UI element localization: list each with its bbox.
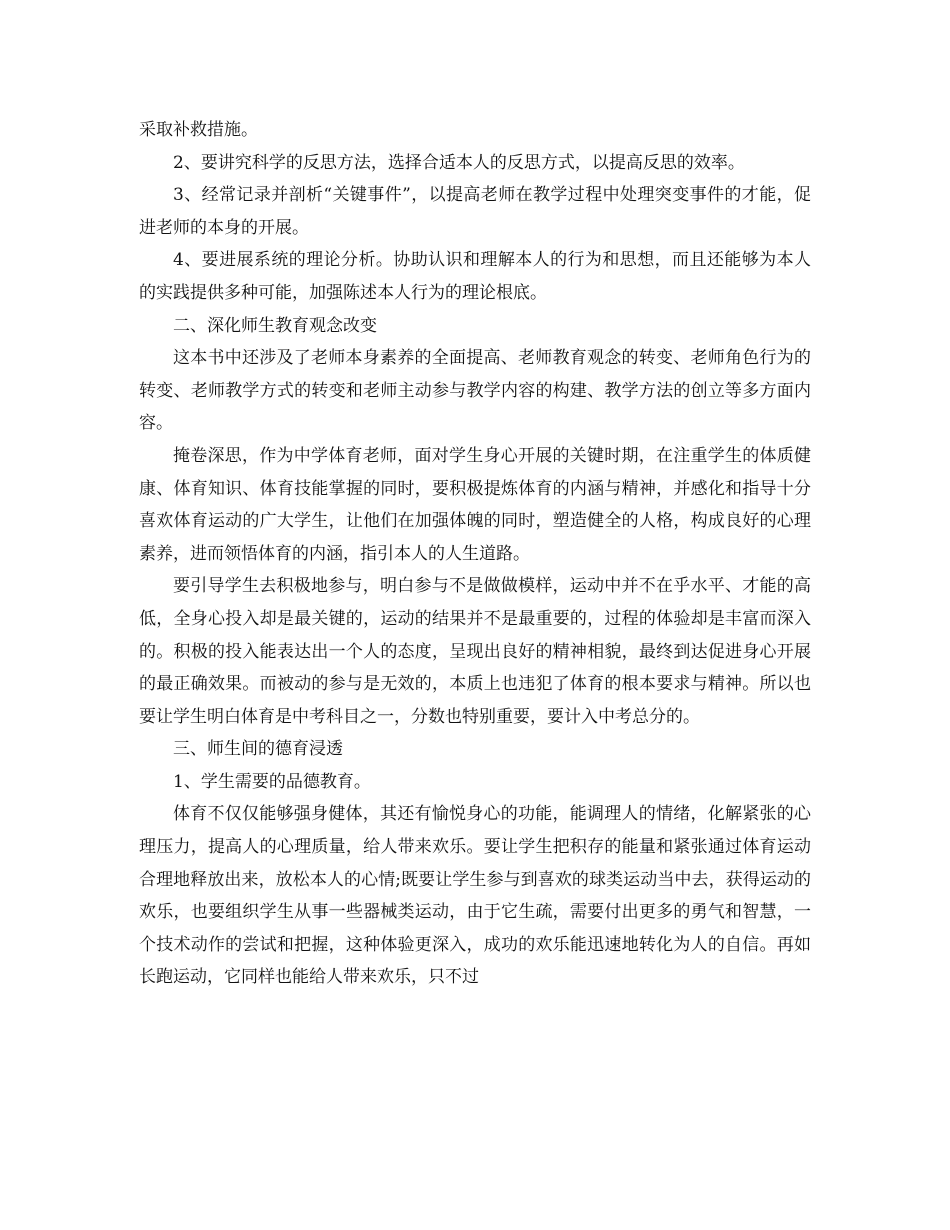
section-heading-2: 二、深化师生教育观念改变: [173, 315, 377, 336]
paragraph-4: 4、要进展系统的理论分析。协助认识和理解本人的行为和思想，而且还能够为本人的实践提供多种可能，加强陈述本人行为的理论根底。: [139, 250, 811, 303]
paragraph-2: 2、要讲究科学的反思方法，选择合适本人的反思方式，以提高反思的效率。: [173, 152, 745, 173]
document-page: [139, 114, 811, 994]
paragraph-3: 3、经常记录并剖析“关键事件”，以提高老师在教学过程中处理突变事件的才能，促进老师的本身的开展。: [139, 185, 811, 238]
paragraph-7: 掩卷深思，作为中学体育老师，面对学生身心开展的关键时期，在注重学生的体质健康、体育知识、体育技能掌握的同时，要积极提炼体育的内涵与精神，并感化和指导十分喜欢体育运动的广大学生，让他们在加强体魄的同时，塑造健全的人格，构成良好的心理素养，进而领悟体育的内涵，指引本人的人生道路。: [139, 445, 811, 564]
paragraph-6: 这本书中还涉及了老师本身素养的全面提高、老师教育观念的转变、老师角色行为的转变、老师教学方式的转变和老师主动参与教学内容的构建、教学方法的创立等多方面内容。: [139, 348, 811, 434]
paragraph-8: 要引导学生去积极地参与，明白参与不是做做模样，运动中并不在乎水平、才能的高低，全身心投入却是最关键的，运动的结果并不是最重要的，过程的体验却是丰富而深入的。积极的投入能表达出一个人的态度，呈现出良好的精神相貌，最终到达促进身心开展的最正确效果。而被动的参与是无效的，本质上也违犯了体育的根本要求与精神。所以也要让学生明白体育是中考科目之一，分数也特别重要，要计入中考总分的。: [139, 576, 811, 727]
paragraph-1: 采取补救措施。: [139, 120, 258, 140]
subheading-3-1: 1、学生需要的品德教育。: [173, 771, 371, 792]
paragraph-11: 体育不仅仅能够强身健体，其还有愉悦身心的功能，能调理人的情绪，化解紧张的心理压力，提高人的心理质量，给人带来欢乐。要让学生把积存的能量和紧张通过体育运动合理地释放出来，放松本人的心情;既要让学生参与到喜欢的球类运动当中去，获得运动的欢乐，也要组织学生从事一些器械类运动，由于它生疏，需要付出更多的勇气和智慧，一个技术动作的尝试和把握，这种体验更深入，成功的欢乐能迅速地转化为人的自信。再如长跑运动，它同样也能给人带来欢乐，只不过: [139, 804, 811, 988]
section-heading-3: 三、师生间的德育浸透: [173, 739, 343, 760]
